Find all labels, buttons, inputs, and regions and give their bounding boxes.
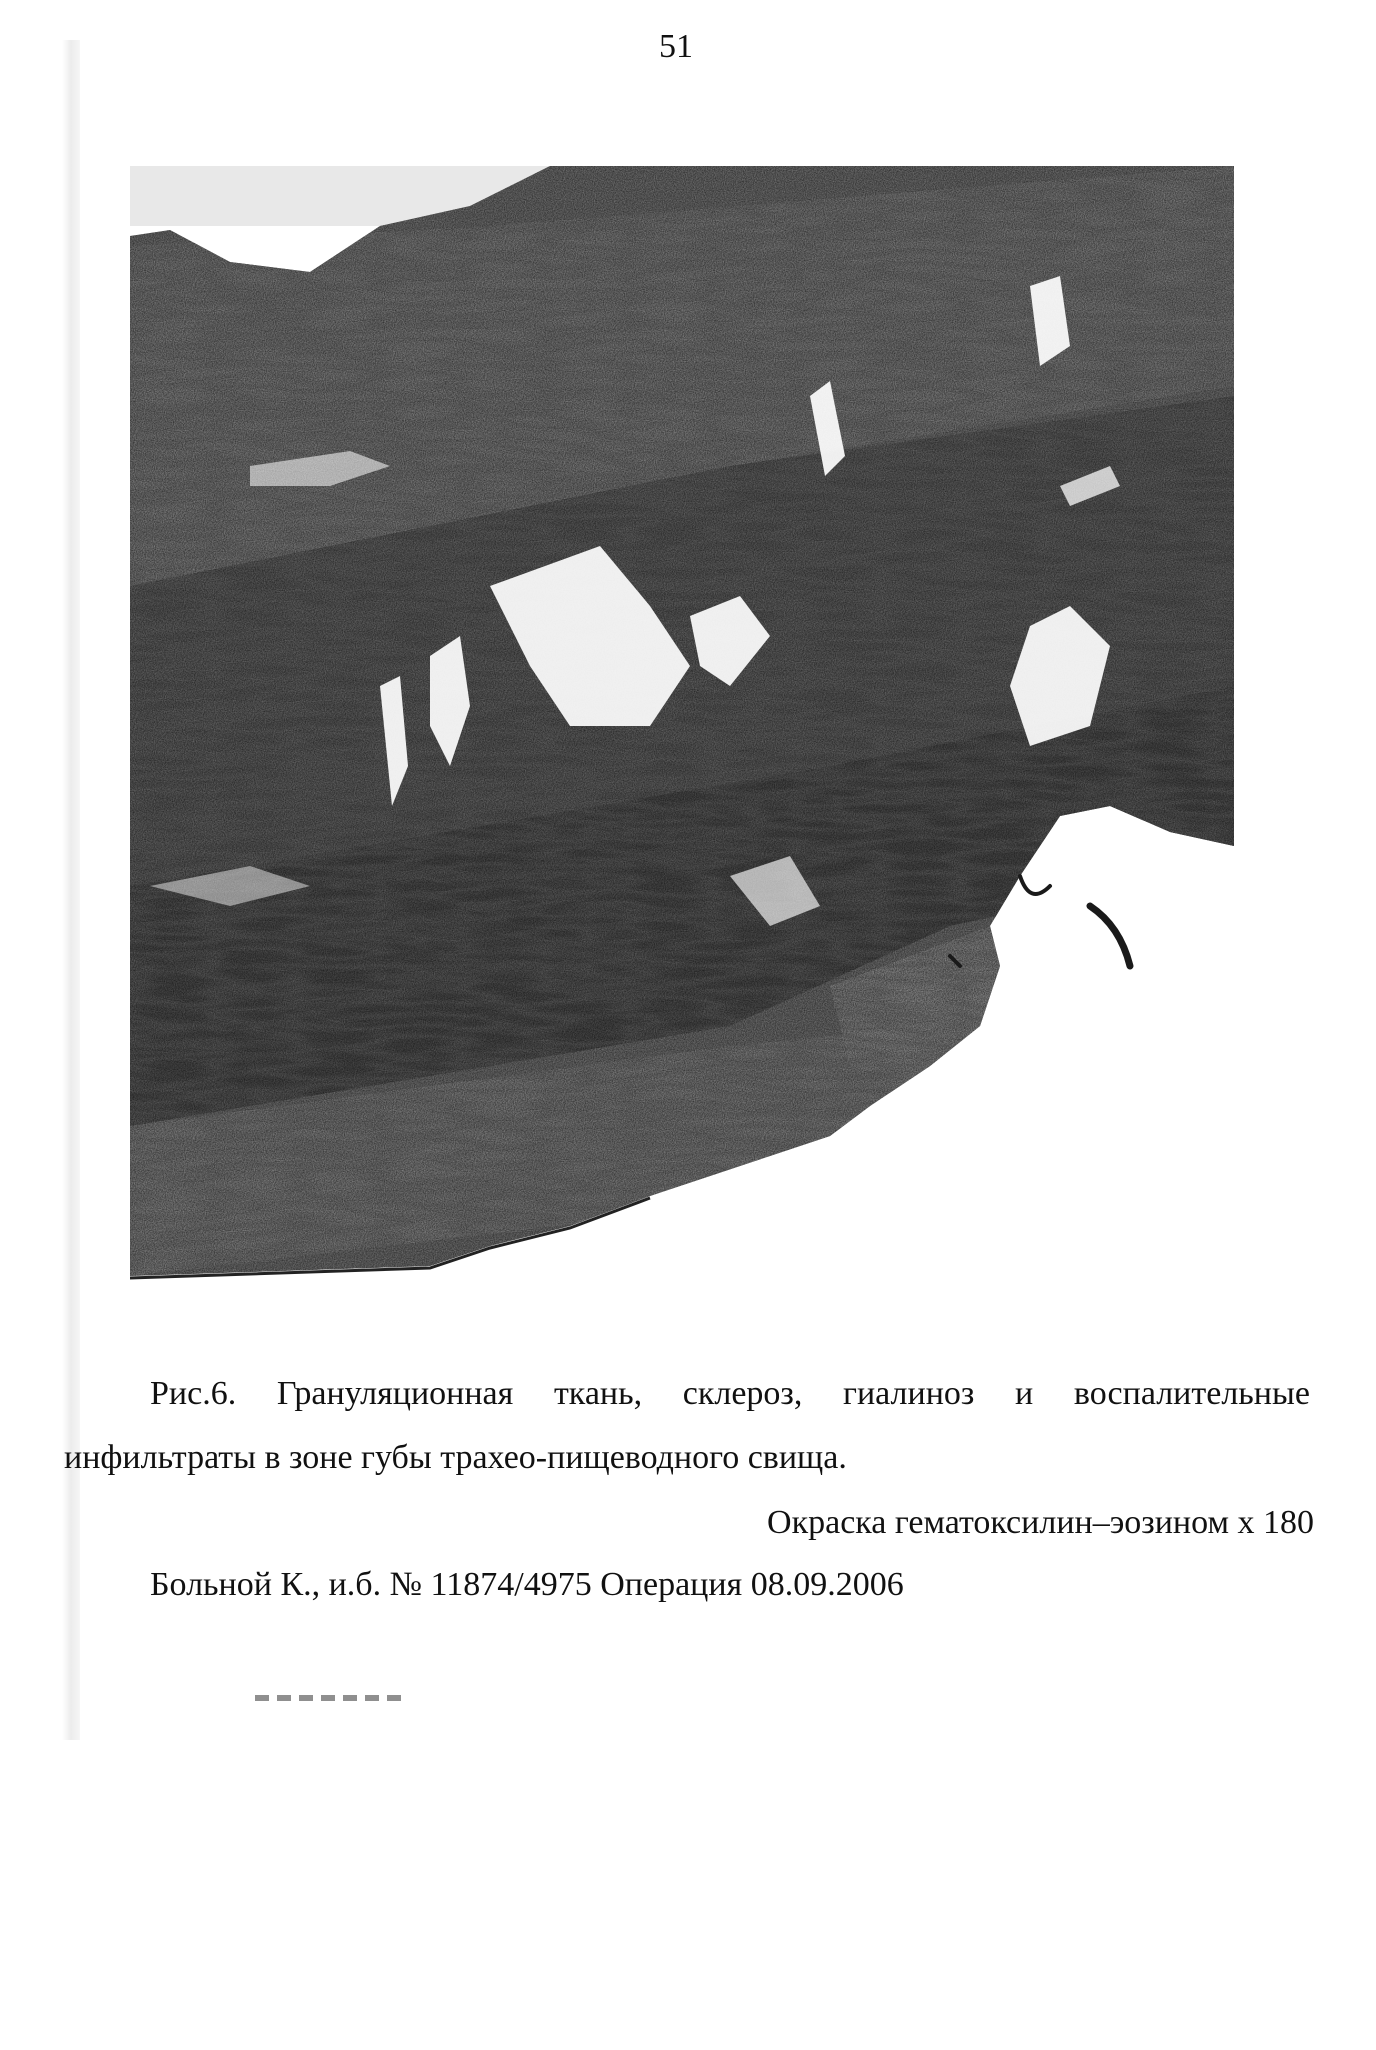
figure-label: Рис.6. [150, 1375, 237, 1412]
caption-word: воспалительные [1073, 1375, 1310, 1412]
caption-word: Грануляционная [276, 1375, 514, 1412]
caption-word: склероз, [682, 1375, 803, 1412]
stain-note: Окраска гематоксилин–эозином х 180 [767, 1504, 1314, 1541]
page-number: 51 [659, 28, 693, 65]
figure-caption-line-1 [150, 1377, 1310, 1411]
histology-micrograph [130, 166, 1234, 1286]
figure-caption-line-2: инфильтраты в зоне губы трахео-пищеводного свища. [64, 1439, 847, 1476]
caption-word: ткань, [553, 1375, 643, 1412]
scan-page-edge [62, 40, 80, 1740]
caption-word: гиалиноз [843, 1375, 975, 1412]
scan-artifact [255, 1695, 405, 1701]
caption-word: и [1015, 1375, 1034, 1412]
patient-record: Больной К., и.б. № 11874/4975 Операция 08.09.2006 [150, 1566, 904, 1603]
